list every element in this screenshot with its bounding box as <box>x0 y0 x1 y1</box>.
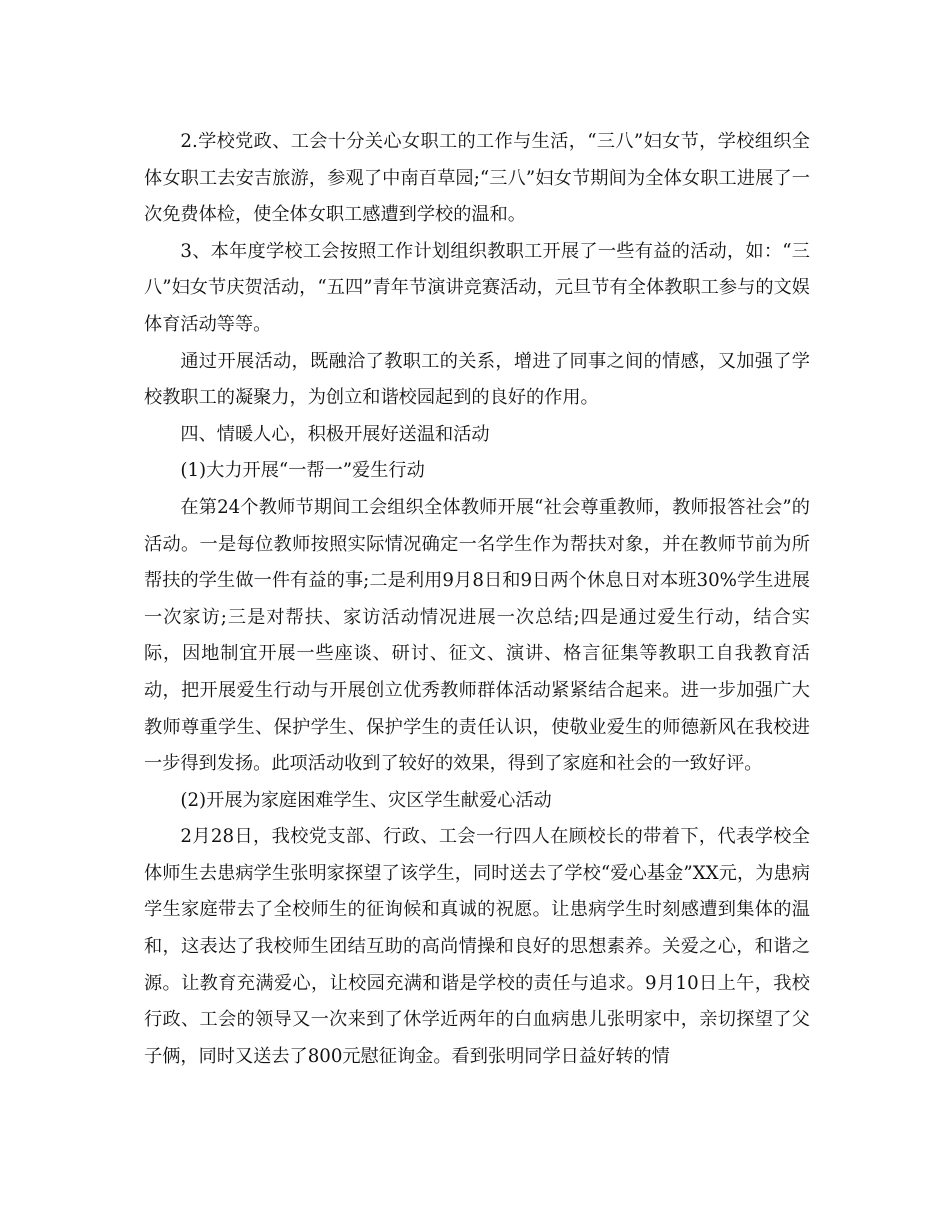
subheading-one-help-one: (1)大力开展“一帮一”爱生行动 <box>180 460 425 482</box>
subheading-donation-activity: (2)开展为家庭困难学生、灾区学生献爱心活动 <box>180 789 552 811</box>
paragraph-teachers-day: 在第24个教师节期间工会组织全体教师开展“社会尊重教师，教师报答社会”的活动。一是每位教师按照实际情况确定一名学生作为帮扶对象，并在教师节前为所帮扶的学生做一件有益的事;二是利用9月8日和9日两个休息日对本班30%学生进展一次家访;三是对帮扶、家访活动情况进展一次总结;四是通过爱生行动，结合实际，因地制宜开展一些座谈、研讨、征文、演讲、格言征集等教职工自我教育活动，把开展爱生行动与开展创立优秀教师群体活动紧紧结合起来。进一步加强广大教师尊重学生、保护学生、保护学生的责任认识，使敬业爱生的师德新风在我校进一步得到发扬。此项活动收到了较好的效果，得到了家庭和社会的一致好评。 <box>144 496 810 775</box>
paragraph-activity-results: 通过开展活动，既融洽了教职工的关系，增进了同事之间的情感，又加强了学校教职工的凝聚力，为创立和谐校园起到的良好的作用。 <box>144 350 810 409</box>
paragraph-women-staff-care: 2.学校党政、工会十分关心女职工的工作与生活，“三八”妇女节，学校组织全体女职工去安吉旅游，参观了中南百草园;“三八”妇女节期间为全体女职工进展了一次免费体检，使全体女职工感遭到学校的温和。 <box>144 131 810 226</box>
paragraph-student-visit: 2月28日，我校党支部、行政、工会一行四人在顾校长的带着下，代表学校全体师生去患病学生张明家探望了该学生，同时送去了学校“爱心基金”XX元，为患病学生家庭带去了全校师生的征询候和真诚的祝愿。让患病学生时刻感遭到集体的温和，这表达了我校师生团结互助的高尚情操和良好的思想素养。关爱之心，和谐之源。让教育充满爱心，让校园充满和谐是学校的责任与追求。9月10日上午，我校行政、工会的领导又一次来到了休学近两年的白血病患儿张明家中，亲切探望了父子俩，同时又送去了800元慰征询金。看到张明同学日益好转的情 <box>144 826 810 1067</box>
section-heading-warmth: 四、情暖人心，积极开展好送温和活动 <box>180 423 490 445</box>
paragraph-union-activities: 3、本年度学校工会按照工作计划组织教职工开展了一些有益的活动，如：“三八”妇女节庆贺活动，“五四”青年节演讲竞赛活动，元旦节有全体教职工参与的文娱体育活动等等。 <box>144 240 810 335</box>
